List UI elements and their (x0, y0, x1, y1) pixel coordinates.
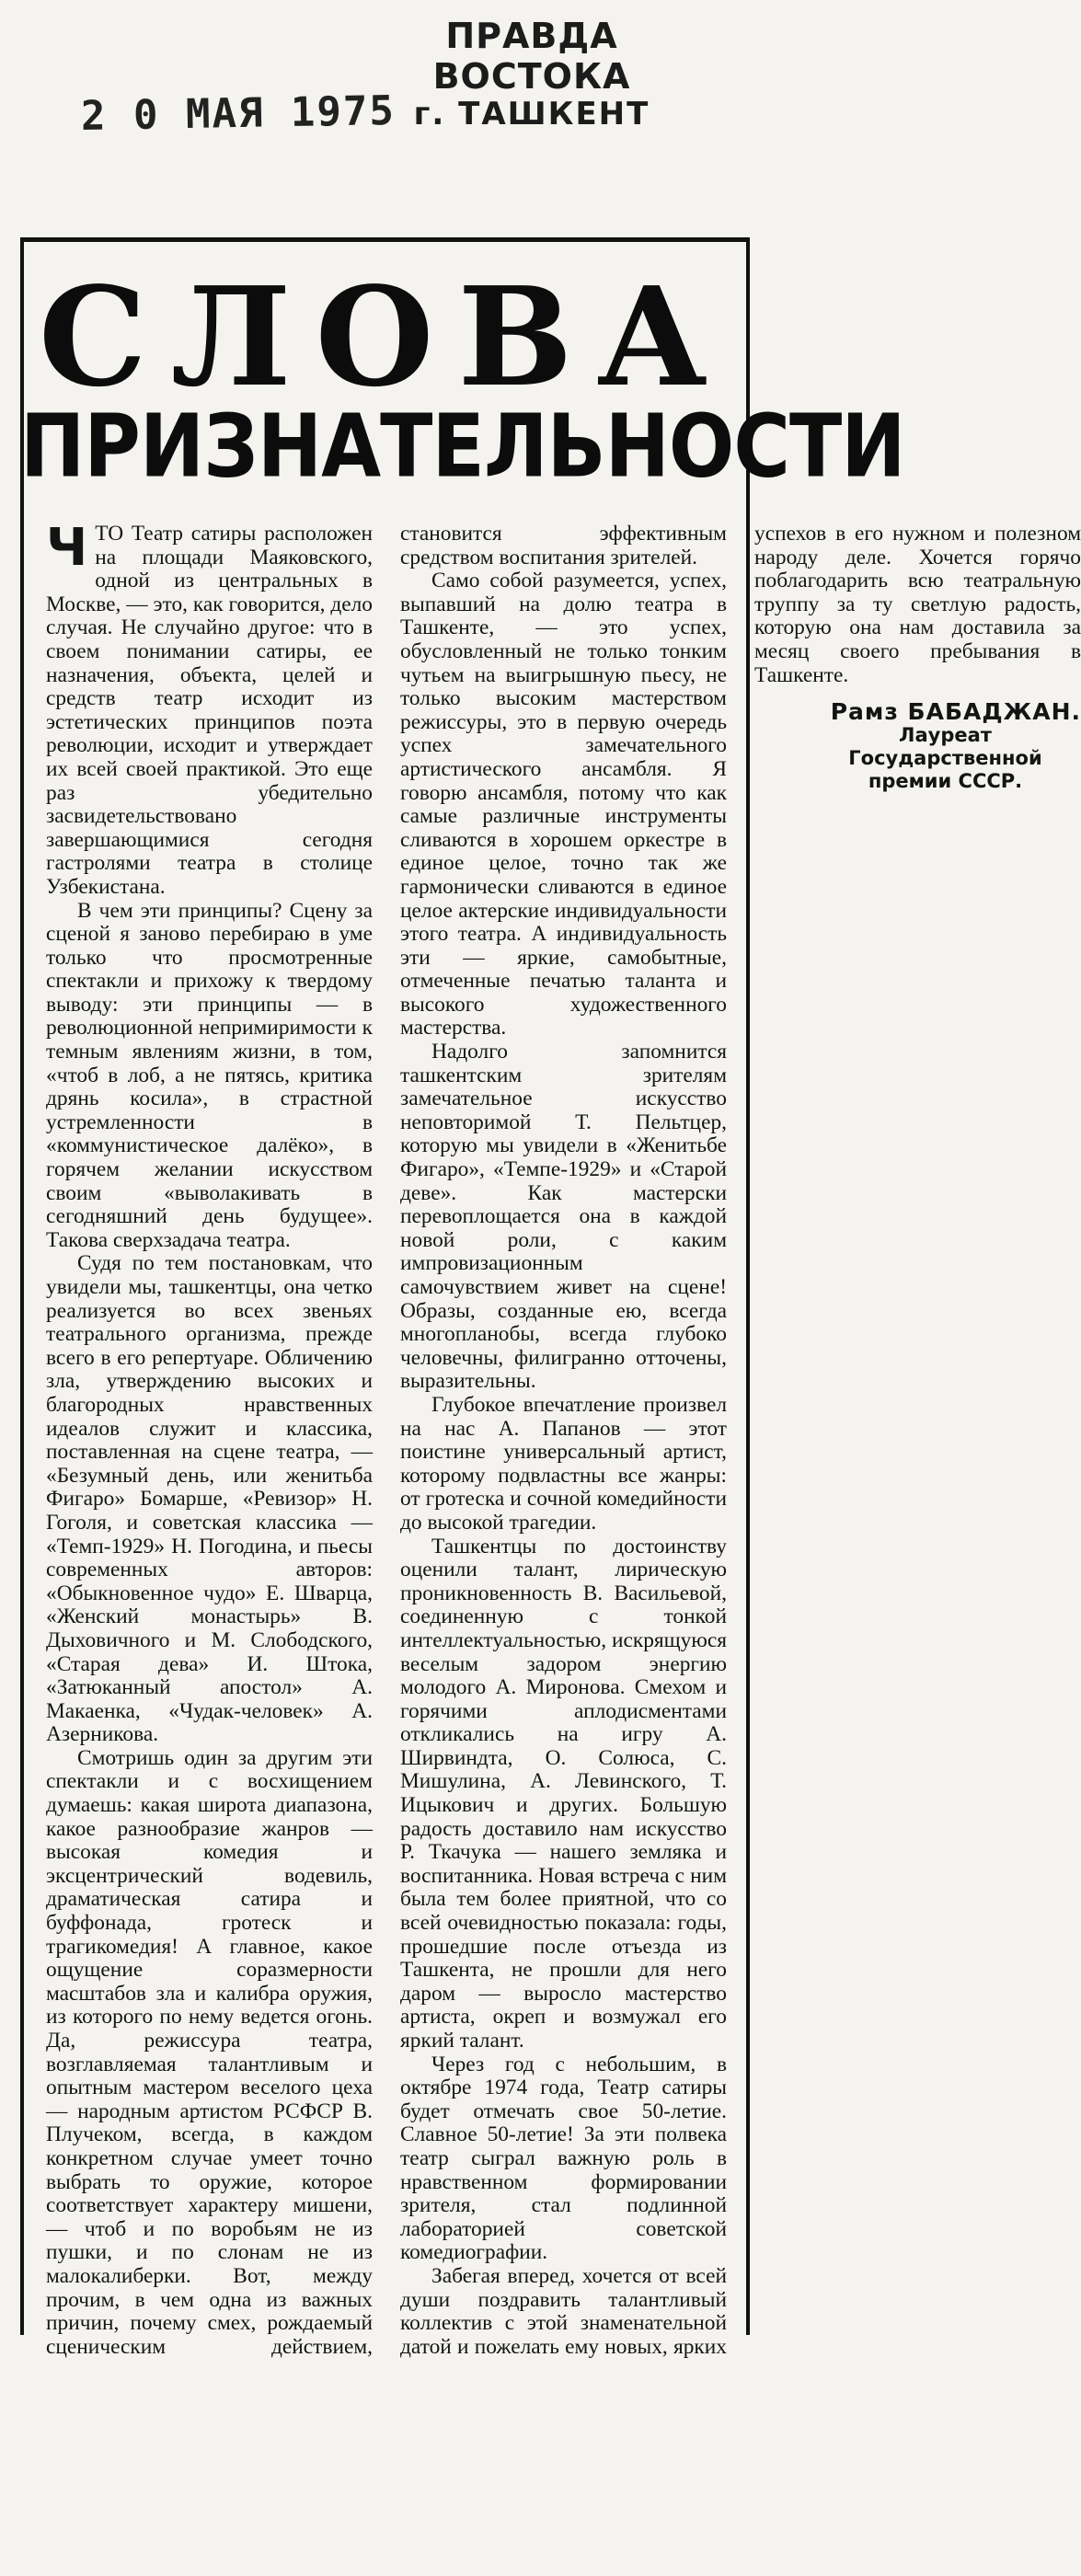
paragraph-5: Само собой разумеется, успех, выпавший на долю театра в Ташкенте, — это успех, обусловленный не только тонким чутьем на выигрышную пьесу, не только высоким мастерством режиссуры, это в первую очередь успех замечательного артистического ансамбля. Я говорю ансамбля, потому что как самые различные инструменты сливаются в хорошем оркестре в единое целое, точно так же гармонически сливаются в единое целое актерские индивидуальности этого театра. А индивидуальность эти — яркие, самобытные, отмеченные печатью таланта и высокого художественного мастерства. (400, 569, 727, 1041)
paragraph-1-text: ТО Театр сатиры расположен на площади Маяковского, одной из центральных в Москве, — это, как говорится, дело случая. Не случайно другое: что в своем понимании сатиры, ее назначения, объекта, целей и средств театр исходит из эстетических принципов поэта революции, исходит и утверждает их всей своей практикой. Это еще раз убедительно засвидетельствовано завершающимися сегодня гастролями театра в столице Узбекистана. (46, 522, 373, 899)
paragraph-7: Глубокое впечатление произвел на нас А. Папанов — этот поистине универсальный артист, которому подвластны все жанры: от гротеска и сочной комедийности до высокой трагедии. (400, 1392, 727, 1535)
drop-cap: Ч (46, 518, 88, 578)
source-stamp (385, 17, 679, 132)
signature-block (754, 700, 1081, 793)
paragraph-3: Судя по тем постановкам, что увидели мы, ташкентцы, она четко реализуется во всех звеньях театрального организма, прежде всего в его репертуаре. Обличению зла, утверждению высоких и благородных нравственных идеалов служит и классика, поставленная на сцене театра, — «Безумный день, или женитьба Фигаро» Бомарше, «Ревизор» Н. Гоголя, и советская классика — «Темп-1929» Н. Погодина, и пьесы современных авторов: «Обыкновенное чудо» Е. Шварца, «Женский монастырь» В. Дыховичного и М. Слободского, «Старая дева» И. Штока, «Затюканный апостол» А. Макаенка, «Чудак-человек» А. Азерникова. (46, 1251, 373, 1747)
paragraph-4: Смотришь один за другим эти спектакли и с восхищением думаешь: какая широта диапазона, какое разнообразие жанров — высокая комедия и эксцентрический водевиль, драматическая сатира и буффонада, гротеск и трагикомедия! А главное, какое ощущение соразмерности масштабов зла и калибра оружия, из которого по нему ведется огонь. Да, режиссура театра, возглавляемая талантливым и опытным мастером веселого цеха — народным артистом РСФСР В. Плучеком, всегда, в каждом конкретном случае умеет точно выбрать то оружие, которое соответствует характеру мишени, — чтоб и по воробьям не из пушки, и по слонам не из малокалиберки. Вот, между прочим, в чем одна из важных причин, почему смех, рождаемый сценическим действием, становится эффективным средством воспитания зрителей. (46, 522, 727, 2359)
source-city: г. ТАШКЕНТ (413, 96, 650, 133)
author-name: Рамз БАБАДЖАН. (830, 698, 1081, 726)
headline-line-1: СЛОВА (38, 257, 732, 417)
headline-line-2: ПРИЗНАТЕЛЬНОСТИ (20, 396, 905, 497)
paragraph-8: Ташкентцы по достоинству оценили талант, лирическую проникновенность В. Васильевой, соединенную с тонкой интеллектуальностью, искрящуюся веселым задором энергию молодого А. Миронова. Смехом и горячими аплодисментами откликались на игру А. Ширвиндта, О. Солюса, С. Мишулина, А. Левинского, Т. Ицыкович и других. Большую радость доставило нам искусство Р. Ткачука — нашего земляка и воспитанника. Новая встреча с ним была тем более приятной, что со всей очевидностью показала: годы, прошедшие после отъезда из Ташкента, не прошли для него даром — выросло мастерство артиста, окреп и возмужал его яркий талант. (400, 1534, 727, 2053)
paragraph-10: Забегая вперед, хочется от всей души поздравить талантливый коллектив с этой знаменательной датой и пожелать ему новых, ярких успехов в его нужном и полезном народу деле. Хочется горячо поблагодарить всю театральную труппу за ту светлую радость, которую она нам доставила за месяц своего пребывания в Ташкенте. (400, 522, 1081, 2359)
source-newspaper: ПРАВДА ВОСТОКА (432, 16, 631, 97)
paragraph-2: В чем эти принципы? Сцену за сценой я заново перебираю в уме только что просмотренные спектакли и прихожу к твердому выводу: эти принципы — в революционной непримиримости к темным явлениям жизни, в том, «чтоб в лоб, а не пятясь, критика дрянь косила», в страстной устремленности в «коммунистическое далёко», в горячем желании искусством своим «выволакивать в сегодняшний день будущее». Такова сверхзадача театра. (46, 898, 373, 1252)
paragraph-6: Надолго запомнится ташкентским зрителям замечательное искусство неповторимой Т. Пельтцер, которую мы увидели в «Женитьбе Фигаро», «Темпе-1929» и «Старой деве». Как мастерски перевоплощается она в каждой новой роли, с каким импровизационным самочувствием живет на сцене! Образы, созданные ею, всегда многопланобы, всегда глубоко человечны, филигранно отточены, выразительны. (400, 1040, 727, 1394)
paragraph-1 (46, 518, 373, 900)
date-stamp: 2 0 МАЯ 1975 (80, 87, 397, 140)
author-title: Лауреат Государственной премии СССР. (848, 723, 1042, 792)
article-body (46, 518, 1081, 2381)
paragraph-9: Через год с небольшим, в октябре 1974 года, Театр сатиры будет отмечать свое 50-летие. Славное 50-летие! За эти полвека театр сыграл важную роль в нравственном формировании зрителя, стал подлинной лабораторией советской комедиографии. (400, 2052, 727, 2265)
